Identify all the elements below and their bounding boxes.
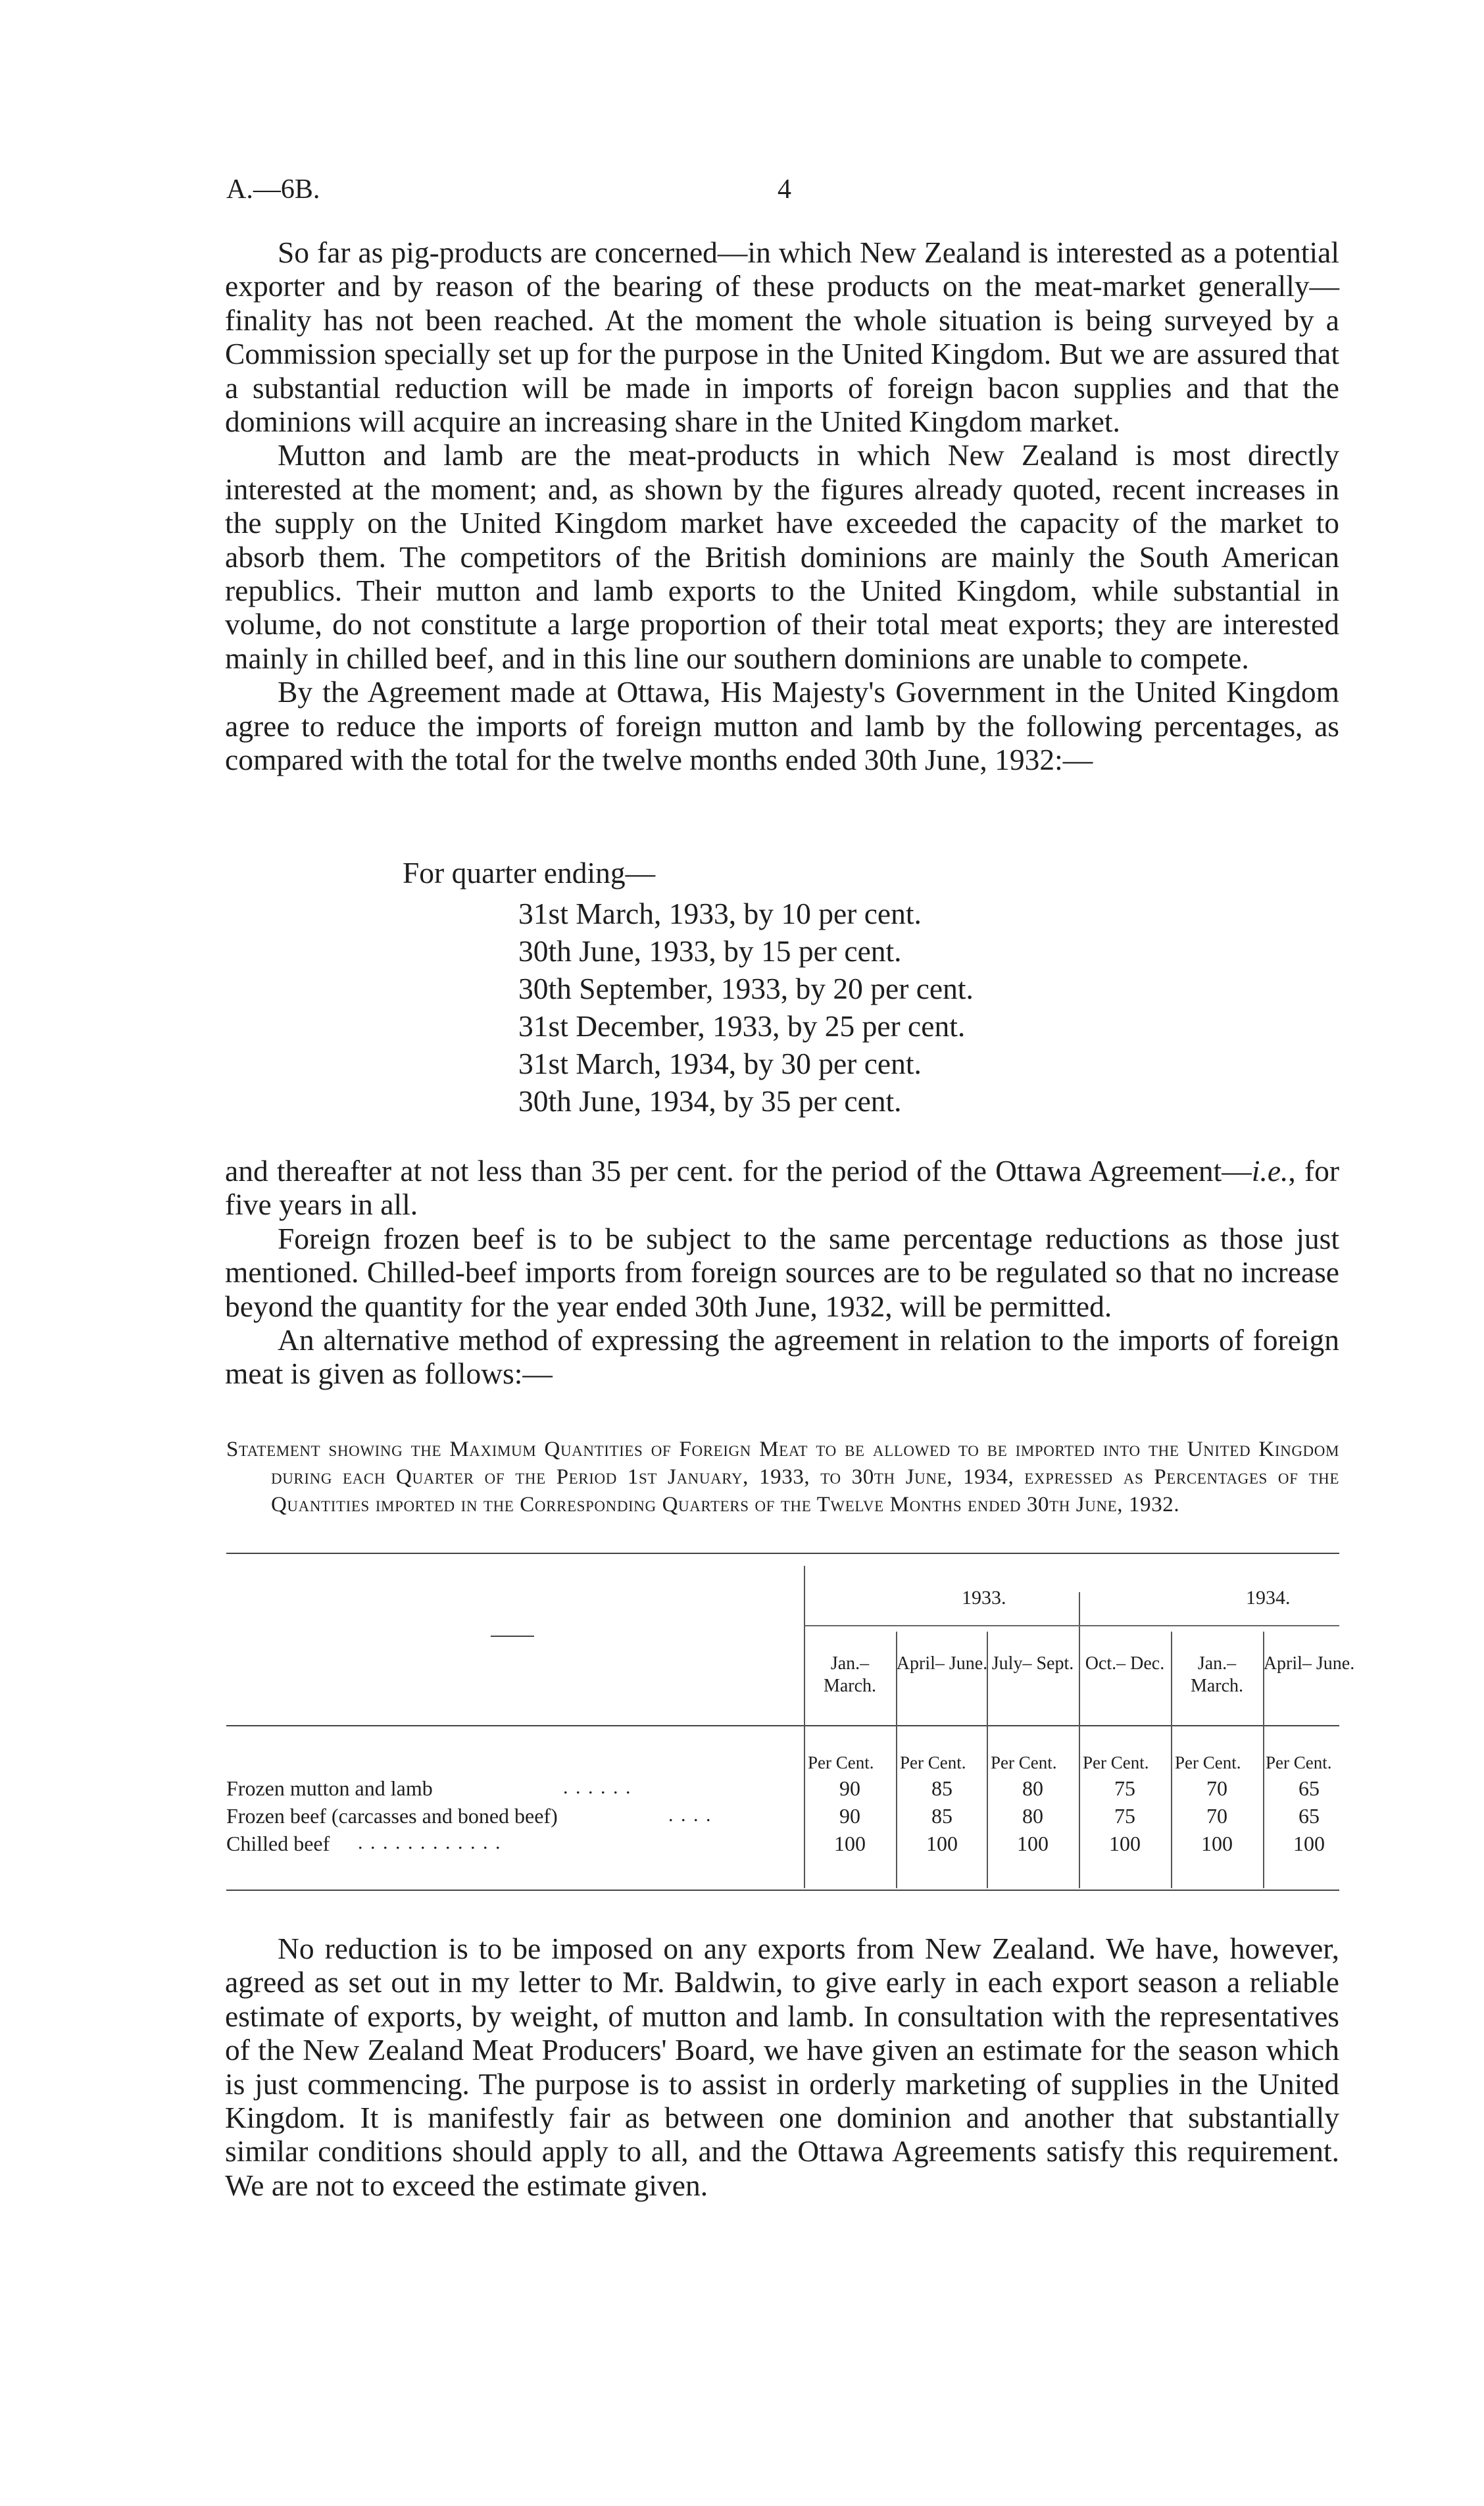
table-cell: 65 [1298, 1804, 1320, 1828]
table-cell: 100 [1293, 1832, 1325, 1855]
leader-dots: . . . . . . . . . . . . [358, 1832, 502, 1853]
col-july-sept-1933: July– Sept. [991, 1653, 1074, 1674]
page-number: 4 [778, 174, 791, 205]
col-april-june-1933: April– June. [896, 1653, 988, 1674]
row-label-frozen-beef: Frozen beef (carcasses and boned beef) [226, 1804, 558, 1828]
quarter-item: 31st March, 1933, by 10 per cent. [518, 897, 922, 930]
year-1933: 1933. [962, 1587, 1006, 1609]
table-cell: 80 [1022, 1804, 1043, 1828]
table-cell: 75 [1114, 1776, 1135, 1800]
col-april-june-1934: April– June. [1263, 1653, 1355, 1674]
top-text-block [225, 236, 1339, 777]
unit-label: Per Cent. [991, 1753, 1057, 1772]
quarter-item: 31st March, 1934, by 30 per cent. [518, 1047, 922, 1080]
statement-title: Statement showing the Maximum Quantities of Foreign Meat to be allowed to be imported into the United Kingdom during each Quarter of the Period 1st January, 1933, to 30th June, 1934, expressed as Percentages of the Quantities imported in the Corresponding Quarters of the Twelve Months ended 30th June, 1932. [226, 1438, 1339, 1516]
closing-text-block [225, 1932, 1339, 2202]
quarter-intro: For quarter ending— [403, 856, 656, 890]
unit-label: Per Cent. [1266, 1753, 1332, 1772]
col-jan-march-1934: Jan.– March. [1190, 1653, 1244, 1696]
paragraph-mutton-lamb: Mutton and lamb are the meat-products in which New Zealand is most directly interested at the moment; and, as shown by the figures already quoted, recent increases in the supply on the United Kingdom market have exceeded the capacity of the market to absorb them. The competitors of the British dominions are mainly the South American republics. Their mutton and lamb exports to the United Kingdom, while substantial in volume, do not constitute a large proportion of their total meat exports; they are interested mainly in chilled beef, and in this line our southern dominions are unable to compete. [225, 438, 1339, 675]
table-cell: 90 [839, 1776, 860, 1800]
table-cell: 85 [931, 1804, 952, 1828]
quarter-list [518, 895, 974, 1120]
unit-label: Per Cent. [808, 1753, 874, 1772]
table-cell: 85 [931, 1776, 952, 1800]
leader-dots: . . . . [668, 1804, 712, 1826]
table-bottom-rule [226, 1890, 1339, 1891]
table-cell: 75 [1114, 1804, 1135, 1828]
table-cell: 90 [839, 1804, 860, 1828]
document-reference: A.—6B. [226, 174, 320, 205]
paragraph-frozen-beef: Foreign frozen beef is to be subject to the same percentage reductions as those just mentioned. Chilled-beef imports from foreign sources are to be regulated so that no increase beyond the quantity for the year ended 30th June, 1932, will be permitted. [225, 1221, 1339, 1323]
unit-label: Per Cent. [1175, 1753, 1241, 1772]
table-cell: 80 [1022, 1776, 1043, 1800]
unit-label: Per Cent. [900, 1753, 966, 1772]
table-header-rule [226, 1725, 1339, 1726]
table-cell: 70 [1206, 1804, 1227, 1828]
table-cell: 100 [926, 1832, 958, 1855]
col-jan-march-1933: Jan.– March. [823, 1653, 877, 1696]
row-label-chilled-beef: Chilled beef [226, 1832, 330, 1855]
row-label-frozen-mutton-lamb: Frozen mutton and lamb [226, 1776, 433, 1800]
table-cell: 100 [1201, 1832, 1233, 1855]
stub-dash [491, 1636, 534, 1637]
col-oct-dec-1933: Oct.– Dec. [1085, 1653, 1165, 1674]
paragraph-ottawa-agreement: By the Agreement made at Ottawa, His Majesty's Government in the United Kingdom agree to reduce the imports of foreign mutton and lamb by the following percentages, as compared with the total for the twelve months ended 30th June, 1932:— [225, 675, 1339, 777]
table-cell: 70 [1206, 1776, 1227, 1800]
paragraph-alternative: An alternative method of expressing the agreement in relation to the imports of foreign meat is given as follows:— [225, 1323, 1339, 1391]
quarter-item: 30th June, 1933, by 15 per cent. [518, 934, 902, 968]
unit-label: Per Cent. [1083, 1753, 1149, 1772]
quarter-item: 30th June, 1934, by 35 per cent. [518, 1084, 902, 1118]
quarter-item: 30th September, 1933, by 20 per cent. [518, 972, 974, 1005]
paragraph-thereafter: and thereafter at not less than 35 per cent. for the period of the Ottawa Agreement—i.e., for five years in all. [225, 1154, 1339, 1222]
paragraph-pig-products: So far as pig-products are concerned—in which New Zealand is interested as a potential exporter and by reason of the bearing of these products on the meat-market generally—finality has not been reached. At the moment the whole situation is being surveyed by a Commission specially set up for the purpose in the United Kingdom. But we are assured that a substantial reduction will be made in imports of foreign bacon supplies and that the dominions will acquire an increasing share in the United Kingdom market. [225, 236, 1339, 439]
middle-text-block [225, 1154, 1339, 1391]
year-1934: 1934. [1246, 1587, 1291, 1609]
quarter-item: 31st December, 1933, by 25 per cent. [518, 1009, 966, 1043]
table-top-rule [226, 1553, 1339, 1554]
year-underline [805, 1625, 1339, 1626]
paragraph-no-reduction: No reduction is to be imposed on any exports from New Zealand. We have, however, agreed as set out in my letter to Mr. Baldwin, to give early in each export season a reliable estimate of exports, by weight, of mutton and lamb. In consultation with the representatives of the New Zealand Meat Producers' Board, we have given an estimate for the season which is just commencing. The purpose is to assist in orderly marketing of supplies in the United Kingdom. It is manifestly fair as between one dominion and another that substantially similar conditions should apply to all, and the Ottawa Agreements satisfy this requirement. We are not to exceed the estimate given. [225, 1932, 1339, 2202]
table-cell: 65 [1298, 1776, 1320, 1800]
leader-dots: . . . . . . [563, 1776, 632, 1798]
table-cell: 100 [834, 1832, 866, 1855]
table-cell: 100 [1109, 1832, 1141, 1855]
table-cell: 100 [1017, 1832, 1049, 1855]
